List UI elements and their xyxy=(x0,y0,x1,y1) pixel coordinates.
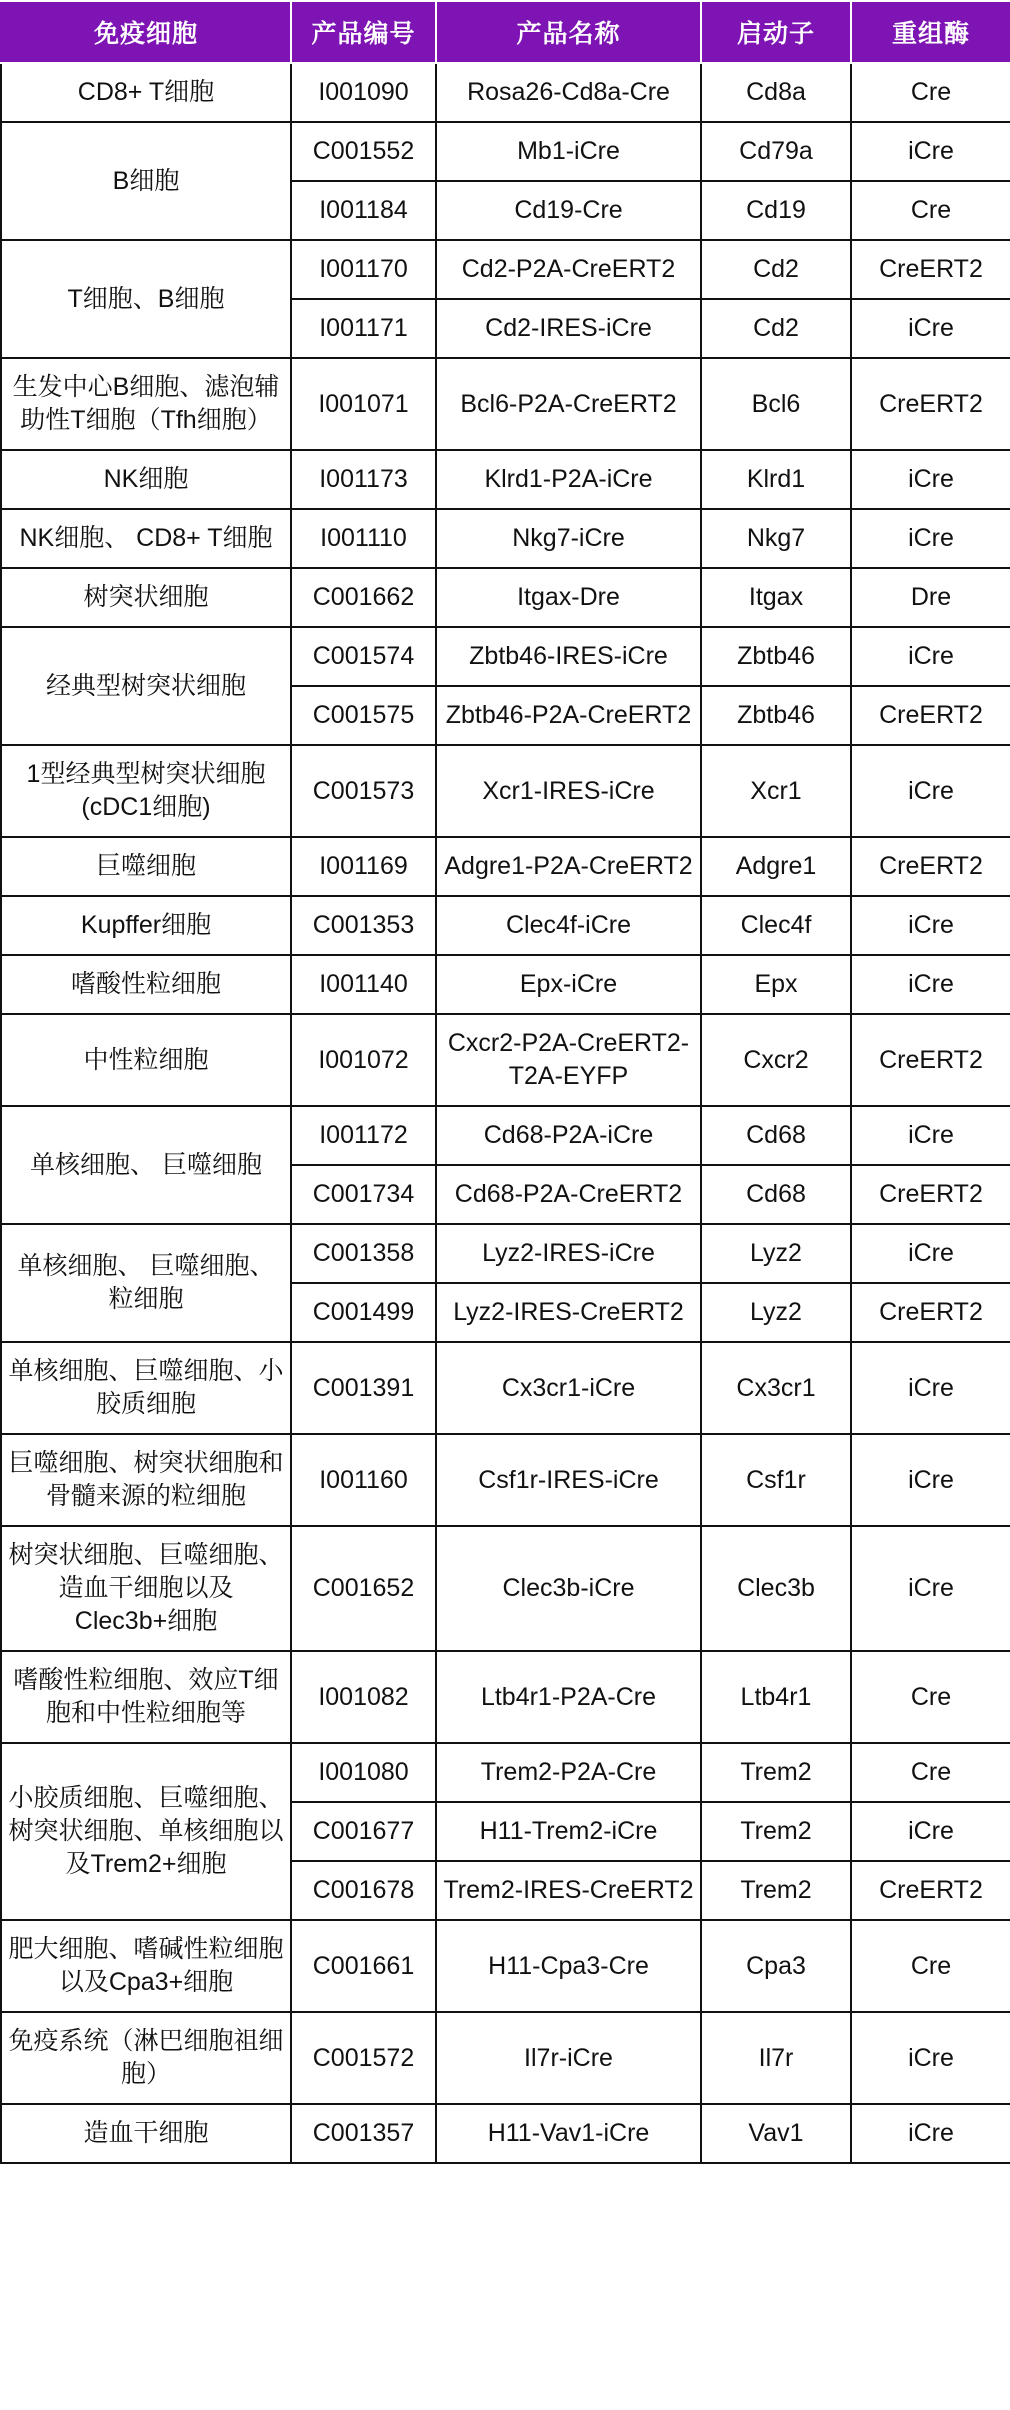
cell-promoter: Lyz2 xyxy=(701,1224,851,1283)
cell-product-name: Lyz2-IRES-iCre xyxy=(436,1224,701,1283)
cell-recombinase: iCre xyxy=(851,2104,1010,2163)
cell-product-name: Epx-iCre xyxy=(436,955,701,1014)
table-row xyxy=(1,745,1010,837)
cell-immune-cell: 单核细胞、 巨噬细胞 xyxy=(1,1106,291,1224)
cell-product-name: Cd68-P2A-CreERT2 xyxy=(436,1165,701,1224)
cell-product-name: Cx3cr1-iCre xyxy=(436,1342,701,1434)
table-body xyxy=(1,63,1010,2163)
cell-product-name: Cd19-Cre xyxy=(436,181,701,240)
table-row xyxy=(1,1014,1010,1106)
table-row xyxy=(1,1526,1010,1651)
cell-promoter: Trem2 xyxy=(701,1861,851,1920)
cell-immune-cell: 嗜酸性粒细胞、效应T细胞和中性粒细胞等 xyxy=(1,1651,291,1743)
table-row xyxy=(1,509,1010,568)
cell-product-name: H11-Trem2-iCre xyxy=(436,1802,701,1861)
cell-product-name: Cxcr2-P2A-CreERT2-T2A-EYFP xyxy=(436,1014,701,1106)
cell-product-id: C001358 xyxy=(291,1224,436,1283)
table-row xyxy=(1,1651,1010,1743)
table-row xyxy=(1,2012,1010,2104)
column-header-immune-cell: 免疫细胞 xyxy=(1,1,291,63)
cell-recombinase: CreERT2 xyxy=(851,837,1010,896)
cell-recombinase: iCre xyxy=(851,1106,1010,1165)
cell-recombinase: iCre xyxy=(851,450,1010,509)
cell-recombinase: iCre xyxy=(851,745,1010,837)
table-row xyxy=(1,63,1010,122)
cell-product-name: Clec3b-iCre xyxy=(436,1526,701,1651)
column-header-recombinase: 重组酶 xyxy=(851,1,1010,63)
cell-product-name: H11-Vav1-iCre xyxy=(436,2104,701,2163)
cell-recombinase: CreERT2 xyxy=(851,1165,1010,1224)
cell-promoter: Cd8a xyxy=(701,63,851,122)
cell-product-name: Itgax-Dre xyxy=(436,568,701,627)
cell-immune-cell: 树突状细胞 xyxy=(1,568,291,627)
cell-product-name: Cd2-P2A-CreERT2 xyxy=(436,240,701,299)
cell-product-name: Rosa26-Cd8a-Cre xyxy=(436,63,701,122)
cell-immune-cell: 单核细胞、巨噬细胞、小胶质细胞 xyxy=(1,1342,291,1434)
cell-recombinase: Dre xyxy=(851,568,1010,627)
cell-promoter: Zbtb46 xyxy=(701,686,851,745)
cell-recombinase: CreERT2 xyxy=(851,1283,1010,1342)
cell-recombinase: CreERT2 xyxy=(851,686,1010,745)
cell-recombinase: iCre xyxy=(851,1434,1010,1526)
cell-product-id: C001573 xyxy=(291,745,436,837)
cell-immune-cell: 免疫系统（淋巴细胞祖细胞） xyxy=(1,2012,291,2104)
cell-recombinase: CreERT2 xyxy=(851,1014,1010,1106)
column-header-promoter: 启动子 xyxy=(701,1,851,63)
cell-promoter: Vav1 xyxy=(701,2104,851,2163)
cell-product-id: I001090 xyxy=(291,63,436,122)
table-row xyxy=(1,2104,1010,2163)
cell-recombinase: iCre xyxy=(851,1342,1010,1434)
cell-recombinase: Cre xyxy=(851,181,1010,240)
cell-recombinase: Cre xyxy=(851,1651,1010,1743)
cell-product-id: C001499 xyxy=(291,1283,436,1342)
cell-promoter: Trem2 xyxy=(701,1743,851,1802)
table-row xyxy=(1,1106,1010,1165)
table-row xyxy=(1,122,1010,181)
cell-product-id: C001677 xyxy=(291,1802,436,1861)
cell-product-name: Lyz2-IRES-CreERT2 xyxy=(436,1283,701,1342)
cell-immune-cell: 中性粒细胞 xyxy=(1,1014,291,1106)
cell-product-name: H11-Cpa3-Cre xyxy=(436,1920,701,2012)
cell-promoter: Cd79a xyxy=(701,122,851,181)
cell-promoter: Cx3cr1 xyxy=(701,1342,851,1434)
cell-product-id: I001172 xyxy=(291,1106,436,1165)
cell-promoter: Csf1r xyxy=(701,1434,851,1526)
cell-immune-cell: NK细胞 xyxy=(1,450,291,509)
cell-product-id: I001140 xyxy=(291,955,436,1014)
cell-product-name: Csf1r-IRES-iCre xyxy=(436,1434,701,1526)
cell-promoter: Adgre1 xyxy=(701,837,851,896)
cell-product-id: I001110 xyxy=(291,509,436,568)
cell-promoter: Klrd1 xyxy=(701,450,851,509)
cell-product-id: I001082 xyxy=(291,1651,436,1743)
cell-product-name: Nkg7-iCre xyxy=(436,509,701,568)
cell-recombinase: iCre xyxy=(851,122,1010,181)
cell-product-id: C001357 xyxy=(291,2104,436,2163)
cell-promoter: Cd2 xyxy=(701,299,851,358)
cell-product-id: I001171 xyxy=(291,299,436,358)
cell-promoter: Xcr1 xyxy=(701,745,851,837)
cell-product-id: I001071 xyxy=(291,358,436,450)
table-header xyxy=(1,1,1010,63)
cell-immune-cell: 生发中心B细胞、滤泡辅助性T细胞（Tfh细胞） xyxy=(1,358,291,450)
cell-promoter: Cpa3 xyxy=(701,1920,851,2012)
cell-immune-cell: 树突状细胞、巨噬细胞、造血干细胞以及Clec3b+细胞 xyxy=(1,1526,291,1651)
cell-promoter: Nkg7 xyxy=(701,509,851,568)
cell-recombinase: iCre xyxy=(851,509,1010,568)
cell-product-id: I001170 xyxy=(291,240,436,299)
cell-product-id: I001072 xyxy=(291,1014,436,1106)
cell-product-id: C001552 xyxy=(291,122,436,181)
cell-recombinase: Cre xyxy=(851,1920,1010,2012)
table-row xyxy=(1,240,1010,299)
cell-promoter: Ltb4r1 xyxy=(701,1651,851,1743)
cell-promoter: Zbtb46 xyxy=(701,627,851,686)
cell-promoter: Clec4f xyxy=(701,896,851,955)
cell-recombinase: CreERT2 xyxy=(851,1861,1010,1920)
cell-product-id: C001662 xyxy=(291,568,436,627)
cell-promoter: Bcl6 xyxy=(701,358,851,450)
table-row xyxy=(1,896,1010,955)
cell-product-name: Clec4f-iCre xyxy=(436,896,701,955)
table-row xyxy=(1,568,1010,627)
cell-promoter: Cd2 xyxy=(701,240,851,299)
cell-immune-cell: 单核细胞、 巨噬细胞、 粒细胞 xyxy=(1,1224,291,1342)
table-row xyxy=(1,358,1010,450)
table-row xyxy=(1,1920,1010,2012)
cell-immune-cell: 嗜酸性粒细胞 xyxy=(1,955,291,1014)
cell-promoter: Trem2 xyxy=(701,1802,851,1861)
cell-immune-cell: NK细胞、 CD8+ T细胞 xyxy=(1,509,291,568)
cell-product-name: Zbtb46-IRES-iCre xyxy=(436,627,701,686)
table-row xyxy=(1,1743,1010,1802)
cell-product-name: Klrd1-P2A-iCre xyxy=(436,450,701,509)
cell-recombinase: iCre xyxy=(851,1224,1010,1283)
cell-promoter: Cd68 xyxy=(701,1165,851,1224)
cell-product-id: C001391 xyxy=(291,1342,436,1434)
cell-recombinase: iCre xyxy=(851,896,1010,955)
cell-recombinase: iCre xyxy=(851,2012,1010,2104)
cell-immune-cell: T细胞、B细胞 xyxy=(1,240,291,358)
cell-immune-cell: 肥大细胞、嗜碱性粒细胞以及Cpa3+细胞 xyxy=(1,1920,291,2012)
cell-product-name: Trem2-IRES-CreERT2 xyxy=(436,1861,701,1920)
cell-immune-cell: Kupffer细胞 xyxy=(1,896,291,955)
cell-product-name: Mb1-iCre xyxy=(436,122,701,181)
cell-promoter: Cd68 xyxy=(701,1106,851,1165)
cell-recombinase: iCre xyxy=(851,1526,1010,1651)
cell-product-id: I001184 xyxy=(291,181,436,240)
cell-immune-cell: 造血干细胞 xyxy=(1,2104,291,2163)
cell-immune-cell: 巨噬细胞 xyxy=(1,837,291,896)
cell-product-name: Xcr1-IRES-iCre xyxy=(436,745,701,837)
cell-product-name: Trem2-P2A-Cre xyxy=(436,1743,701,1802)
table-row xyxy=(1,1342,1010,1434)
cell-immune-cell: CD8+ T细胞 xyxy=(1,63,291,122)
cell-recombinase: Cre xyxy=(851,63,1010,122)
cell-promoter: Itgax xyxy=(701,568,851,627)
cell-product-name: Il7r-iCre xyxy=(436,2012,701,2104)
cell-promoter: Epx xyxy=(701,955,851,1014)
cell-recombinase: iCre xyxy=(851,1802,1010,1861)
cell-immune-cell: 小胶质细胞、巨噬细胞、树突状细胞、单核细胞以及Trem2+细胞 xyxy=(1,1743,291,1920)
table-row xyxy=(1,1224,1010,1283)
cell-product-id: I001169 xyxy=(291,837,436,896)
cell-product-id: C001734 xyxy=(291,1165,436,1224)
cell-promoter: Cxcr2 xyxy=(701,1014,851,1106)
cell-recombinase: iCre xyxy=(851,299,1010,358)
cell-promoter: Clec3b xyxy=(701,1526,851,1651)
cell-promoter: Cd19 xyxy=(701,181,851,240)
cell-product-id: I001080 xyxy=(291,1743,436,1802)
cell-product-name: Bcl6-P2A-CreERT2 xyxy=(436,358,701,450)
cell-product-name: Cd68-P2A-iCre xyxy=(436,1106,701,1165)
table-row xyxy=(1,627,1010,686)
cell-recombinase: iCre xyxy=(851,627,1010,686)
cell-product-id: C001661 xyxy=(291,1920,436,2012)
column-header-product-id: 产品编号 xyxy=(291,1,436,63)
column-header-product-name: 产品名称 xyxy=(436,1,701,63)
table-row xyxy=(1,837,1010,896)
cell-product-id: C001652 xyxy=(291,1526,436,1651)
cell-product-id: C001353 xyxy=(291,896,436,955)
cell-product-id: I001173 xyxy=(291,450,436,509)
cell-immune-cell: B细胞 xyxy=(1,122,291,240)
cell-product-name: Ltb4r1-P2A-Cre xyxy=(436,1651,701,1743)
cell-product-name: Cd2-IRES-iCre xyxy=(436,299,701,358)
cell-product-name: Adgre1-P2A-CreERT2 xyxy=(436,837,701,896)
cell-immune-cell: 1型经典型树突状细胞(cDC1细胞) xyxy=(1,745,291,837)
cell-promoter: Il7r xyxy=(701,2012,851,2104)
cell-product-id: C001678 xyxy=(291,1861,436,1920)
cell-immune-cell: 经典型树突状细胞 xyxy=(1,627,291,745)
table-header-row xyxy=(1,1,1010,63)
cell-product-id: C001572 xyxy=(291,2012,436,2104)
cell-product-id: C001575 xyxy=(291,686,436,745)
cell-product-name: Zbtb46-P2A-CreERT2 xyxy=(436,686,701,745)
cell-immune-cell: 巨噬细胞、树突状细胞和骨髓来源的粒细胞 xyxy=(1,1434,291,1526)
cell-recombinase: CreERT2 xyxy=(851,358,1010,450)
cell-recombinase: iCre xyxy=(851,955,1010,1014)
cell-promoter: Lyz2 xyxy=(701,1283,851,1342)
cell-recombinase: CreERT2 xyxy=(851,240,1010,299)
cell-recombinase: Cre xyxy=(851,1743,1010,1802)
cell-product-id: I001160 xyxy=(291,1434,436,1526)
cell-product-id: C001574 xyxy=(291,627,436,686)
table-row xyxy=(1,1434,1010,1526)
table-row xyxy=(1,450,1010,509)
table-row xyxy=(1,955,1010,1014)
